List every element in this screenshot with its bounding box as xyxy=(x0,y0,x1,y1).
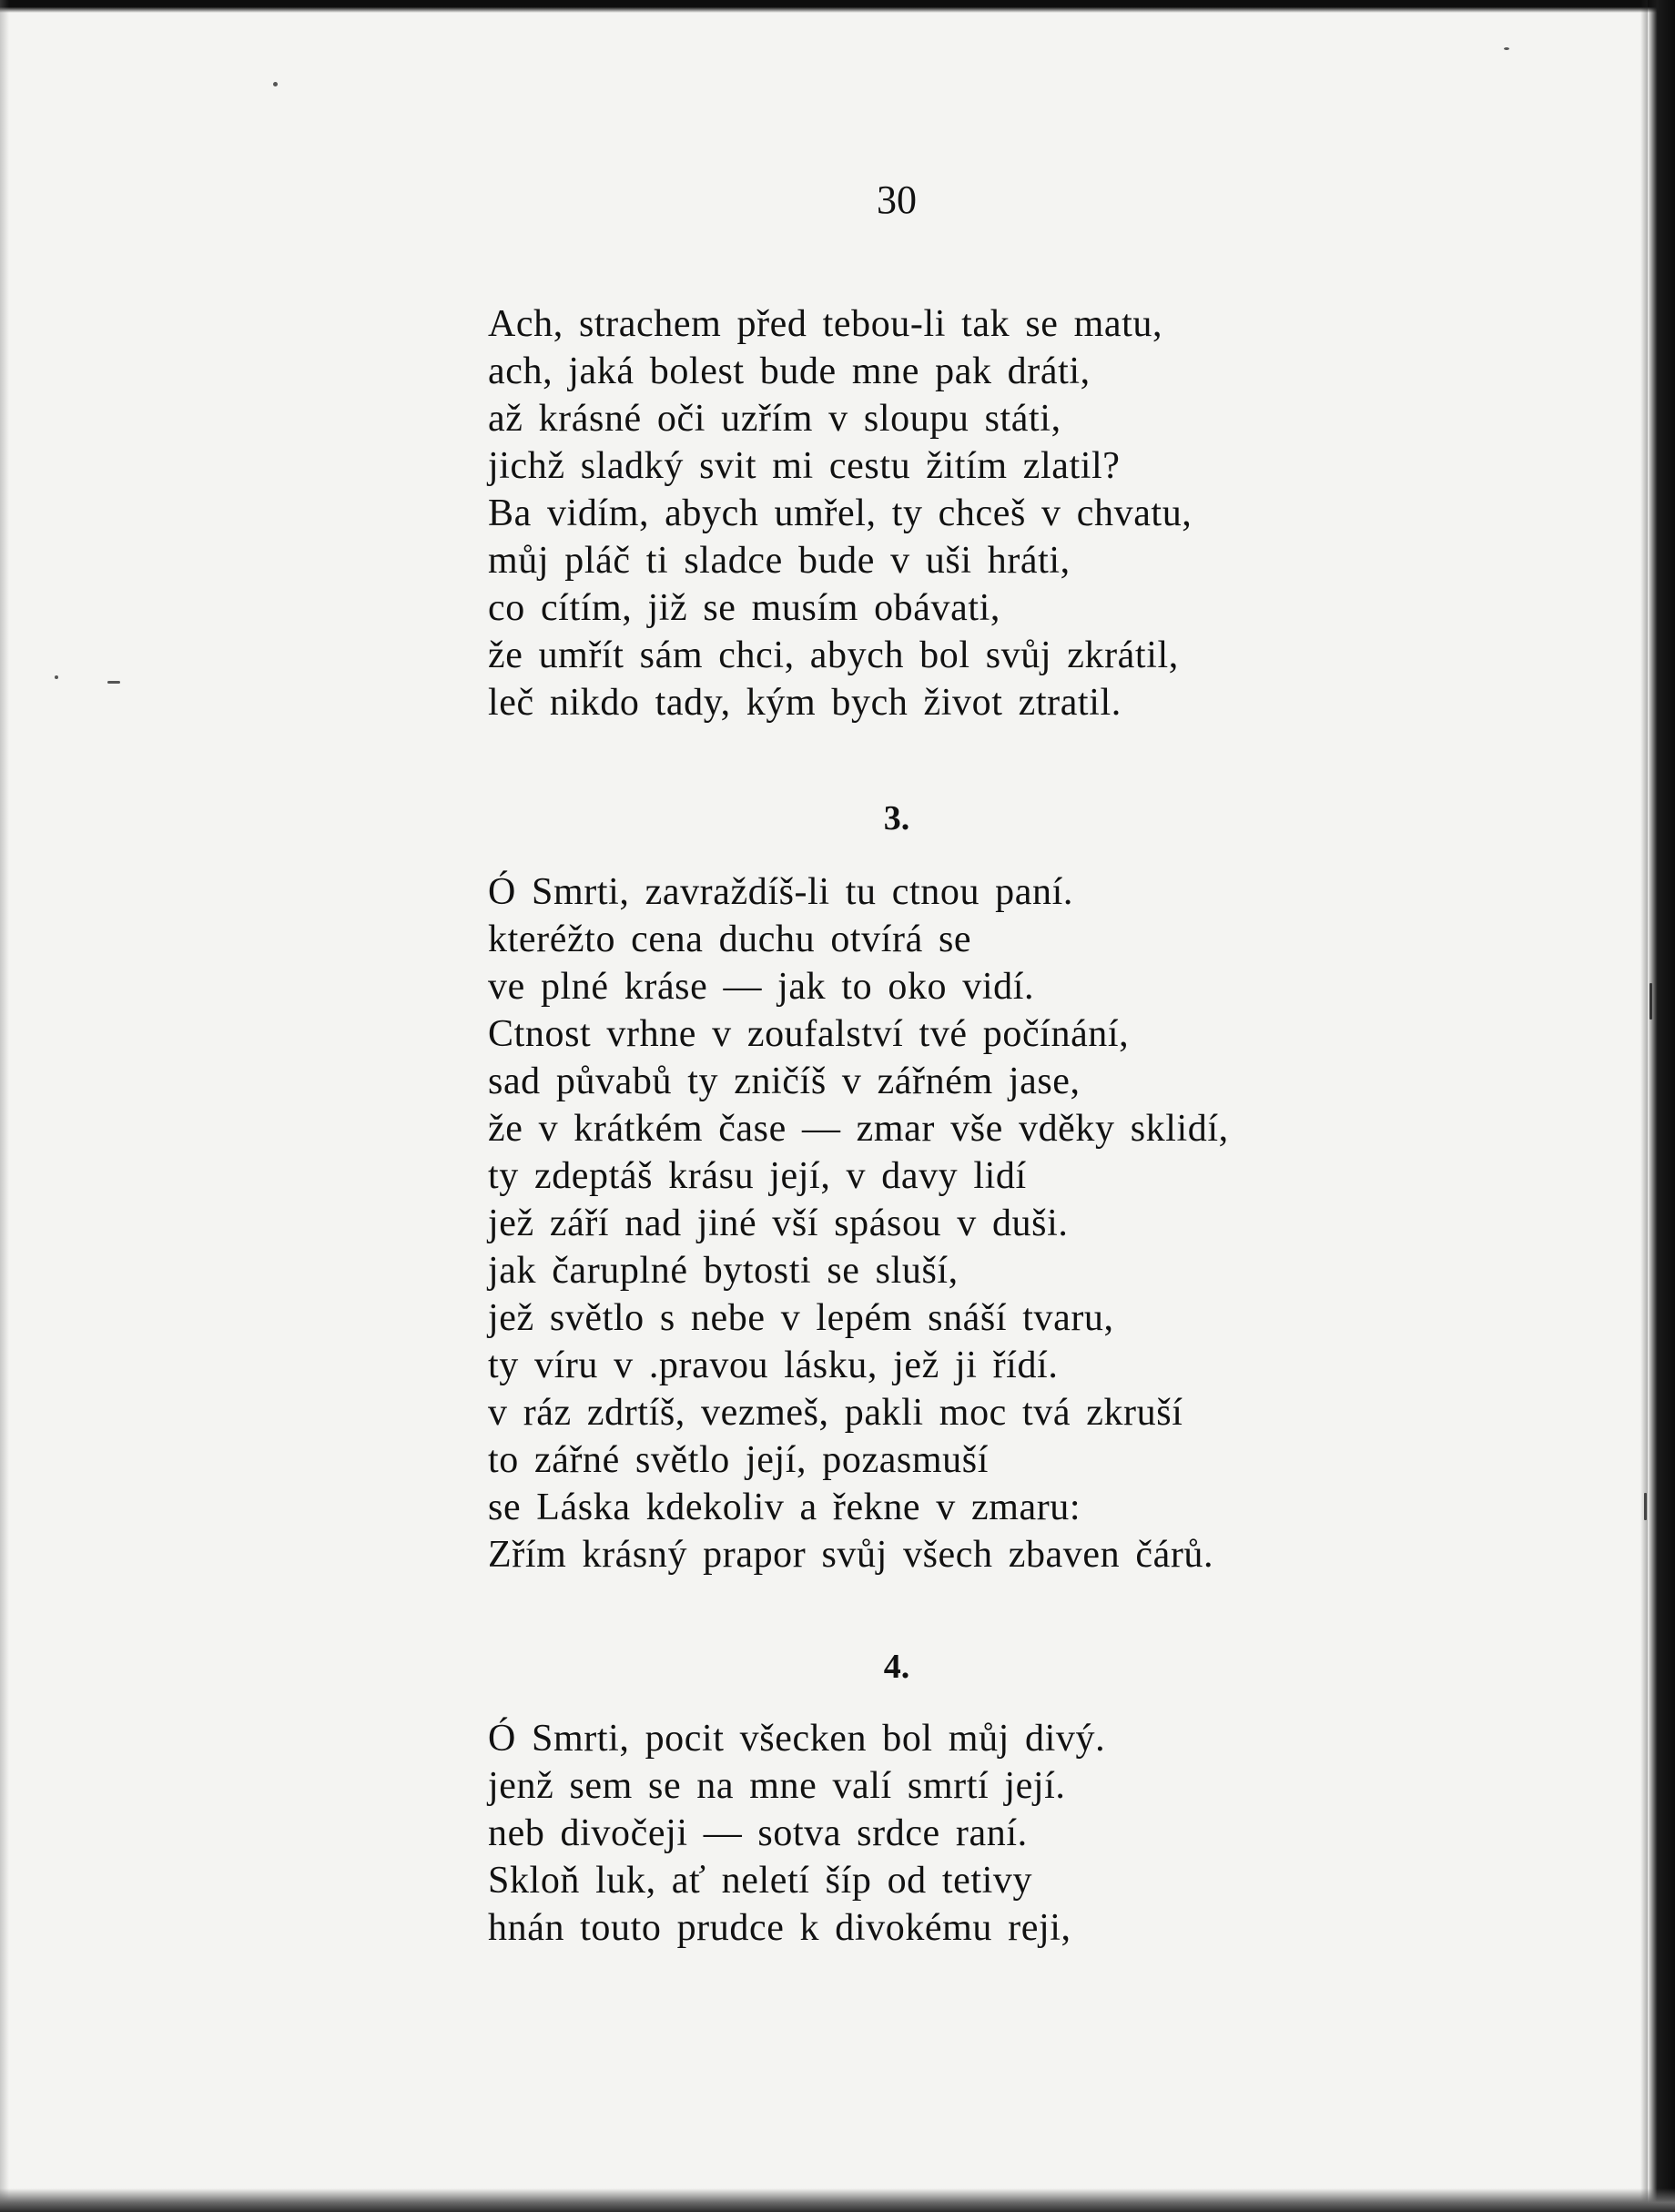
page-right-gutter xyxy=(1640,0,1648,2212)
verse-line: neb divočeji — sotva srdce raní. xyxy=(488,1812,1028,1854)
stanza-section-4 xyxy=(488,1715,1105,1952)
page-top-shadow xyxy=(0,0,1675,13)
verse-line: Ctnost vrhne v zoufalství tvé počínání, xyxy=(488,1013,1130,1055)
verse-line: ty víru v .pravou lásku, jež ji řídí. xyxy=(488,1344,1059,1386)
verse-line: že v krátkém čase — zmar vše vděky sklidí, xyxy=(488,1108,1229,1150)
verse-line: Ó Smrti, pocit všecken bol můj divý. xyxy=(488,1718,1106,1760)
stanza-continued xyxy=(488,300,1192,726)
verse-line: kteréžto cena duchu otvírá se xyxy=(488,918,972,960)
verse-line: že umřít sám chci, abych bol svůj zkrátil, xyxy=(488,634,1179,676)
verse-line: Zřím krásný prapor svůj všech zbaven čárů. xyxy=(488,1534,1214,1576)
verse-line: sad půvabů ty zničíš v zářném jase, xyxy=(488,1060,1081,1102)
verse-line: co cítím, již se musím obávati, xyxy=(488,587,1000,629)
page-left-shadow xyxy=(0,0,9,2212)
scan-speck xyxy=(107,681,120,684)
verse-line: v ráz zdrtíš, vezmeš, pakli moc tvá zkruší xyxy=(488,1392,1183,1434)
verse-line: ty zdeptáš krásu její, v davy lidí xyxy=(488,1155,1027,1197)
scan-speck xyxy=(1504,47,1509,50)
page-bottom-edge xyxy=(0,2188,1675,2212)
verse-line: hnán touto prudce k divokému reji, xyxy=(488,1907,1071,1949)
verse-line: se Láska kdekoliv a řekne v zmaru: xyxy=(488,1487,1081,1528)
section-number-3: 3. xyxy=(883,799,910,837)
verse-line: Ba vidím, abych umřel, ty chceš v chvatu, xyxy=(488,492,1193,534)
scan-speck xyxy=(273,82,278,86)
verse-line: ve plné kráse — jak to oko vidí. xyxy=(488,966,1035,1008)
verse-line: ach, jaká bolest bude mne pak dráti, xyxy=(488,350,1091,392)
verse-line: Skloň luk, ať neletí šíp od tetivy xyxy=(488,1860,1033,1902)
section-number-4: 4. xyxy=(883,1648,910,1686)
scan-speck xyxy=(1644,1493,1647,1520)
page-right-edge xyxy=(1648,0,1675,2212)
verse-line: Ó Smrti, zavraždíš-li tu ctnou paní. xyxy=(488,871,1073,913)
verse-line: jež světlo s nebe v lepém snáší tvaru, xyxy=(488,1297,1114,1339)
verse-line: jež září nad jiné vší spásou v duši. xyxy=(488,1202,1069,1244)
verse-line: to zářné světlo její, pozasmuší xyxy=(488,1439,989,1481)
page-number: 30 xyxy=(877,178,917,222)
verse-line: leč nikdo tady, kým bych život ztratil. xyxy=(488,682,1122,724)
verse-line: jenž sem se na mne valí smrtí její. xyxy=(488,1765,1066,1807)
scan-speck xyxy=(55,675,58,679)
verse-line: můj pláč ti sladce bude v uši hráti, xyxy=(488,540,1071,582)
scan-speck xyxy=(1650,983,1652,1020)
verse-line: až krásné oči uzřím v sloupu státi, xyxy=(488,398,1061,440)
stanza-section-3 xyxy=(488,868,1229,1578)
verse-line: jak čaruplné bytosti se sluší, xyxy=(488,1250,959,1292)
verse-line: jichž sladký svit mi cestu žitím zlatil? xyxy=(488,445,1121,487)
verse-line: Ach, strachem před tebou-li tak se matu, xyxy=(488,303,1163,345)
